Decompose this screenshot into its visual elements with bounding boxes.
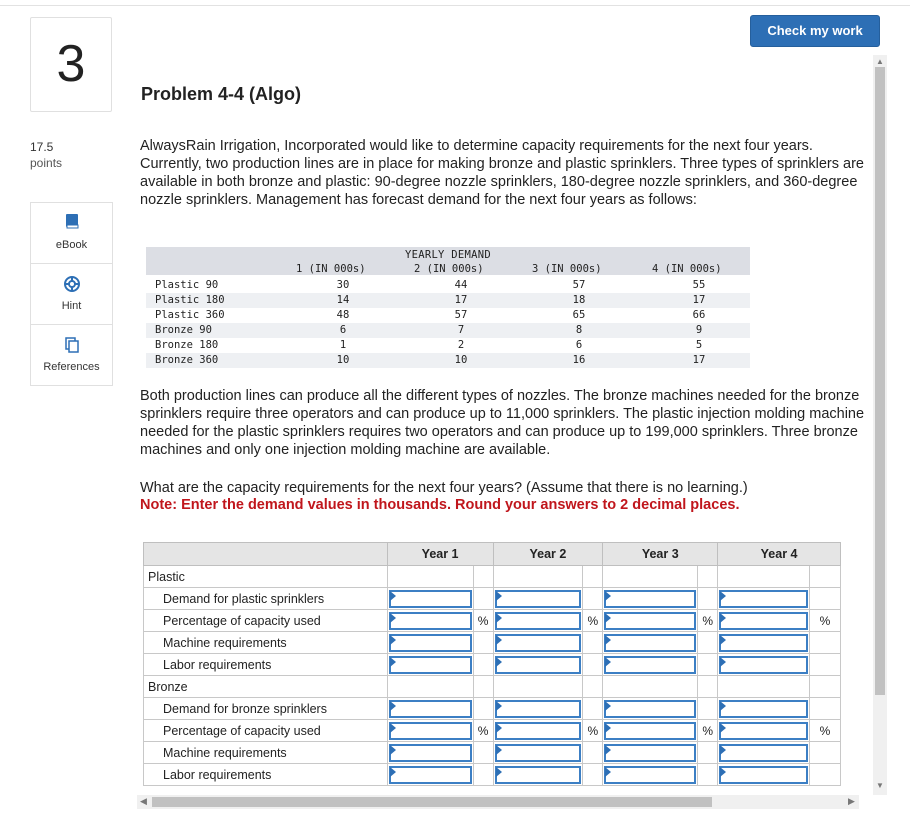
side-tools <box>30 202 113 386</box>
scroll-right-icon[interactable]: ▶ <box>848 796 855 806</box>
answer-row-label: Machine requirements <box>144 742 388 764</box>
demand-row-name: Plastic 90 <box>155 279 219 291</box>
problem-title: Problem 4-4 (Algo) <box>141 84 302 104</box>
copy-icon <box>64 337 80 353</box>
answer-input[interactable] <box>604 612 696 630</box>
empty-cell <box>698 742 718 764</box>
answer-input[interactable] <box>389 590 472 608</box>
empty-cell <box>718 676 810 698</box>
answer-input-cell <box>718 720 810 742</box>
demand-value: 44 <box>454 279 468 291</box>
empty-cell <box>698 654 718 676</box>
demand-row-name: Bronze 180 <box>155 339 219 351</box>
percent-sign: % <box>473 610 493 632</box>
answer-row <box>144 610 841 632</box>
answer-input-cell <box>493 720 583 742</box>
scroll-up-icon[interactable]: ▲ <box>876 57 884 66</box>
answer-input-cell <box>603 720 698 742</box>
empty-cell <box>809 654 840 676</box>
references-tool[interactable] <box>31 325 112 385</box>
empty-cell <box>387 566 473 588</box>
top-divider <box>0 5 910 6</box>
answer-input[interactable] <box>389 722 472 740</box>
percent-sign: % <box>698 720 718 742</box>
demand-value: 9 <box>695 324 703 336</box>
demand-value: 57 <box>454 309 468 321</box>
answer-input[interactable] <box>495 590 582 608</box>
book-icon <box>64 213 80 229</box>
answer-input[interactable] <box>604 700 696 718</box>
demand-value: 10 <box>454 354 468 366</box>
answer-row <box>144 742 841 764</box>
demand-row <box>146 293 750 308</box>
horizontal-scroll-thumb[interactable] <box>152 797 712 807</box>
year-header: Year 4 <box>718 543 841 566</box>
answer-input[interactable] <box>604 766 696 784</box>
percent-sign: % <box>473 720 493 742</box>
answer-input[interactable] <box>389 744 472 762</box>
empty-cell <box>698 588 718 610</box>
empty-cell <box>583 742 603 764</box>
answer-input-cell <box>387 632 473 654</box>
demand-col-header: 4 (IN 000s) <box>652 263 722 275</box>
answer-input-cell <box>493 698 583 720</box>
answer-input-cell <box>493 588 583 610</box>
vertical-scrollbar[interactable] <box>873 55 887 795</box>
body-text: Both production lines can produce all the different types of nozzles. The bronze machines needed for the bronze sprinklers require three operators and can produce up to 11,000 sprinklers. The plastic injection molding machine needed for the plastic sprinklers requires two operators and can produce up to 199,000 sprinklers. Three bronze machines and only one injection molding machine are available. <box>140 388 865 458</box>
demand-row-name: Bronze 360 <box>155 354 219 366</box>
answer-input[interactable] <box>389 700 472 718</box>
percent-sign: % <box>583 610 603 632</box>
question-number-box <box>30 17 112 112</box>
answer-input[interactable] <box>719 744 808 762</box>
answer-input[interactable] <box>719 612 808 630</box>
empty-cell <box>809 698 840 720</box>
answer-row <box>144 720 841 742</box>
empty-cell <box>583 764 603 786</box>
answer-input-cell <box>387 720 473 742</box>
percent-sign: % <box>809 720 840 742</box>
check-my-work-button[interactable]: Check my work <box>750 15 880 47</box>
empty-cell <box>718 566 810 588</box>
answer-input[interactable] <box>719 722 808 740</box>
demand-value: 5 <box>695 339 703 351</box>
percent-sign: % <box>809 610 840 632</box>
answer-row-label: Percentage of capacity used <box>144 720 388 742</box>
section-label: Bronze <box>144 676 388 698</box>
answer-input[interactable] <box>604 744 696 762</box>
answer-input-cell <box>718 764 810 786</box>
answer-row-label: Demand for plastic sprinklers <box>144 588 388 610</box>
empty-cell <box>473 676 493 698</box>
answer-input-cell <box>718 588 810 610</box>
empty-cell <box>698 566 718 588</box>
demand-value: 55 <box>692 279 706 291</box>
answer-input-cell <box>603 610 698 632</box>
ebook-label: eBook <box>55 239 88 251</box>
answer-input-cell <box>493 764 583 786</box>
year-header: Year 2 <box>493 543 603 566</box>
answer-input-cell <box>603 632 698 654</box>
empty-cell <box>473 698 493 720</box>
answer-input-cell <box>387 610 473 632</box>
points-label: points <box>30 156 63 170</box>
demand-value: 48 <box>336 309 350 321</box>
demand-row <box>146 353 750 368</box>
empty-cell <box>583 588 603 610</box>
demand-row-name: Plastic 180 <box>155 294 225 306</box>
demand-table-title: YEARLY DEMAND <box>404 249 492 261</box>
answer-row-label: Machine requirements <box>144 632 388 654</box>
answer-input[interactable] <box>604 656 696 674</box>
answer-input-cell <box>387 588 473 610</box>
empty-cell <box>603 676 698 698</box>
answer-input-cell <box>603 698 698 720</box>
answer-input[interactable] <box>719 700 808 718</box>
empty-cell <box>473 566 493 588</box>
demand-value: 16 <box>572 354 586 366</box>
empty-cell <box>473 654 493 676</box>
answer-input[interactable] <box>719 634 808 652</box>
answer-input[interactable] <box>495 612 582 630</box>
answer-input[interactable] <box>719 766 808 784</box>
demand-row <box>146 278 750 293</box>
demand-col-header: 3 (IN 000s) <box>532 263 602 275</box>
empty-cell <box>809 588 840 610</box>
empty-cell <box>583 566 603 588</box>
yearly-demand-table <box>146 247 750 368</box>
section-row <box>144 676 841 698</box>
lifebuoy-icon <box>64 276 80 292</box>
answer-input[interactable] <box>495 700 582 718</box>
answer-input-cell <box>387 654 473 676</box>
answer-row <box>144 632 841 654</box>
ebook-tool[interactable] <box>31 203 112 264</box>
empty-cell <box>583 676 603 698</box>
question-number: 3 <box>56 35 86 93</box>
scroll-left-icon[interactable]: ◀ <box>140 796 147 806</box>
answer-input[interactable] <box>719 590 808 608</box>
empty-cell <box>698 676 718 698</box>
demand-value: 6 <box>575 339 583 351</box>
answer-input-cell <box>493 654 583 676</box>
empty-cell <box>493 676 583 698</box>
empty-cell <box>698 698 718 720</box>
demand-col-header: 1 (IN 000s) <box>296 263 366 275</box>
answer-input[interactable] <box>495 656 582 674</box>
note-text: Note: Enter the demand values in thousands. Round your answers to 2 decimal places. <box>140 497 740 513</box>
demand-value: 57 <box>572 279 586 291</box>
answer-input-cell <box>493 632 583 654</box>
empty-cell <box>473 632 493 654</box>
intro-text: AlwaysRain Irrigation, Incorporated would like to determine capacity requirements for the next four years. Currently, two production lines are in place for making bronze and plastic sprinklers. Three types of sprinklers are available in both bronze and plastic: 90-degree nozzle sprinklers, 180-degree nozzle sprinklers, and 360-degree nozzle sprinklers. Management has forecast demand for the next four years as follows: <box>140 138 864 208</box>
demand-value: 2 <box>457 339 465 351</box>
answer-input[interactable] <box>389 612 472 630</box>
empty-cell <box>583 698 603 720</box>
answer-input-cell <box>387 764 473 786</box>
hint-label: Hint <box>61 300 82 312</box>
answer-input[interactable] <box>495 634 582 652</box>
empty-cell <box>698 764 718 786</box>
demand-row <box>146 308 750 323</box>
answer-row <box>144 764 841 786</box>
answer-input[interactable] <box>389 656 472 674</box>
references-label: References <box>43 361 100 373</box>
answer-row <box>144 588 841 610</box>
demand-value: 7 <box>457 324 465 336</box>
empty-cell <box>473 742 493 764</box>
demand-value: 10 <box>336 354 350 366</box>
empty-cell <box>809 676 840 698</box>
answer-input-cell <box>718 632 810 654</box>
demand-row-name: Plastic 360 <box>155 309 225 321</box>
demand-value: 17 <box>692 354 706 366</box>
answer-row-label: Labor requirements <box>144 654 388 676</box>
answer-input-cell <box>603 588 698 610</box>
answer-input[interactable] <box>604 634 696 652</box>
empty-cell <box>473 764 493 786</box>
demand-value: 17 <box>692 294 706 306</box>
year-header: Year 3 <box>603 543 718 566</box>
demand-row-name: Bronze 90 <box>155 324 212 336</box>
answer-input-cell <box>603 654 698 676</box>
answer-input[interactable] <box>389 634 472 652</box>
answer-input[interactable] <box>604 590 696 608</box>
empty-cell <box>603 566 698 588</box>
empty-cell <box>583 632 603 654</box>
answer-row-label: Demand for bronze sprinklers <box>144 698 388 720</box>
answer-input[interactable] <box>495 722 582 740</box>
demand-value: 65 <box>572 309 586 321</box>
answer-input-cell <box>718 654 810 676</box>
percent-sign: % <box>583 720 603 742</box>
answer-row-label: Labor requirements <box>144 764 388 786</box>
answer-input[interactable] <box>719 656 808 674</box>
demand-value: 66 <box>692 309 706 321</box>
demand-row <box>146 323 750 338</box>
empty-cell <box>387 676 473 698</box>
answer-input-cell <box>493 610 583 632</box>
answer-input-cell <box>387 698 473 720</box>
demand-value: 17 <box>454 294 468 306</box>
answer-row-label: Percentage of capacity used <box>144 610 388 632</box>
empty-cell <box>809 632 840 654</box>
points-value: 17.5 <box>30 140 54 154</box>
answer-input[interactable] <box>604 722 696 740</box>
demand-value: 6 <box>339 324 347 336</box>
empty-cell <box>809 566 840 588</box>
answer-input-cell <box>718 610 810 632</box>
scroll-down-icon[interactable]: ▼ <box>876 781 884 790</box>
answer-input-cell <box>387 742 473 764</box>
horizontal-scrollbar[interactable] <box>137 795 859 809</box>
empty-cell <box>473 588 493 610</box>
demand-value: 8 <box>575 324 583 336</box>
demand-value: 30 <box>336 279 350 291</box>
demand-col-header: 2 (IN 000s) <box>414 263 484 275</box>
demand-value: 14 <box>336 294 350 306</box>
answer-input-cell <box>718 742 810 764</box>
answer-table-header <box>144 543 841 566</box>
header-blank-cell <box>144 543 388 566</box>
empty-cell <box>493 566 583 588</box>
answer-table <box>143 542 841 786</box>
answer-input-cell <box>493 742 583 764</box>
year-header: Year 1 <box>387 543 493 566</box>
empty-cell <box>698 632 718 654</box>
question-text: What are the capacity requirements for the next four years? (Assume that there is no learning.) <box>140 480 748 496</box>
empty-cell <box>583 654 603 676</box>
answer-input[interactable] <box>389 766 472 784</box>
section-label: Plastic <box>144 566 388 588</box>
vertical-scroll-thumb[interactable] <box>875 67 885 695</box>
answer-input-cell <box>718 698 810 720</box>
demand-row <box>146 338 750 353</box>
percent-sign: % <box>698 610 718 632</box>
empty-cell <box>809 764 840 786</box>
answer-input-cell <box>603 742 698 764</box>
hint-tool[interactable] <box>31 264 112 325</box>
answer-input[interactable] <box>495 766 582 784</box>
demand-value: 1 <box>339 339 347 351</box>
answer-row <box>144 698 841 720</box>
answer-input-cell <box>603 764 698 786</box>
demand-value: 18 <box>572 294 586 306</box>
answer-row <box>144 654 841 676</box>
section-row <box>144 566 841 588</box>
demand-table-header <box>146 247 750 275</box>
empty-cell <box>809 742 840 764</box>
answer-input[interactable] <box>495 744 582 762</box>
